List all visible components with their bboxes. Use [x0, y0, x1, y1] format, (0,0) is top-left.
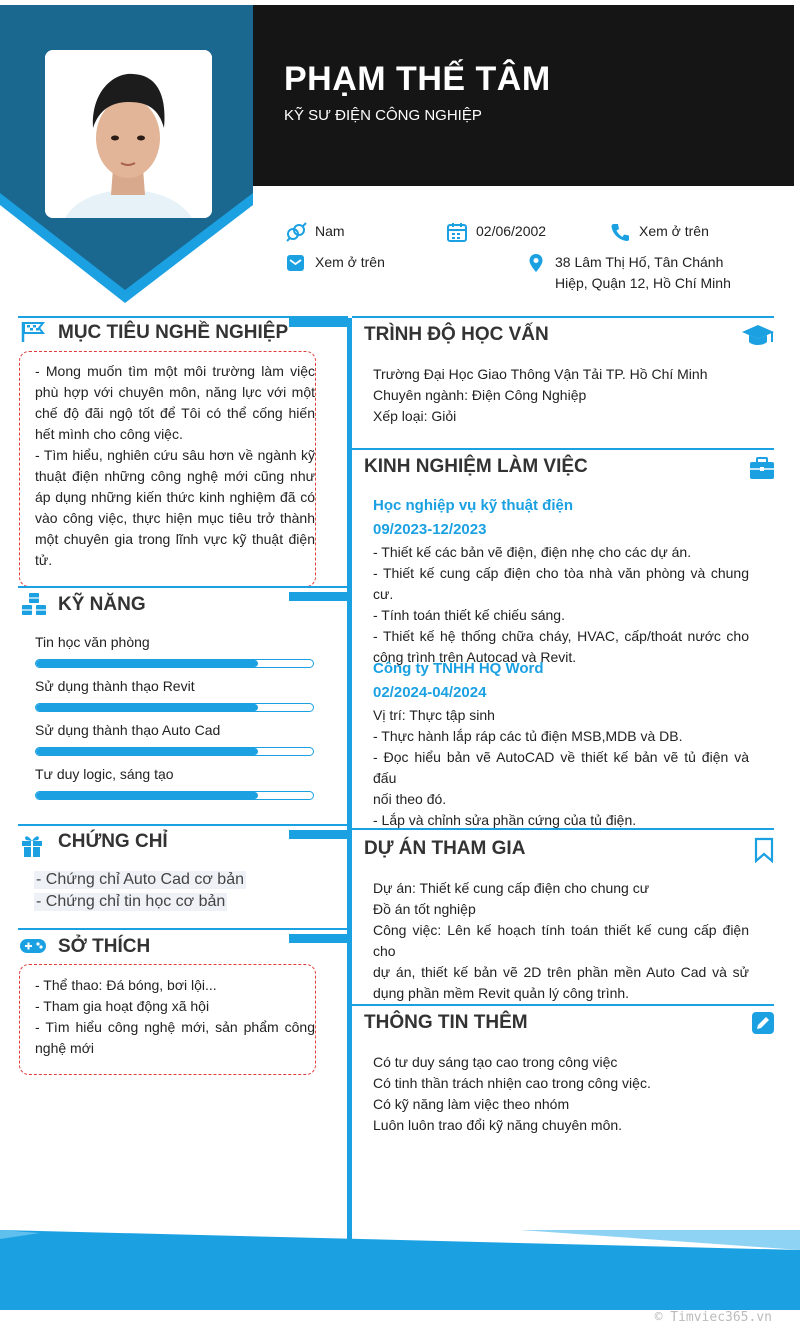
hobby-line: nghệ mới	[35, 1040, 94, 1056]
skill-label: Sử dụng thành thạo Auto Cad	[35, 722, 221, 738]
contact-address	[525, 252, 731, 294]
pencil-icon	[751, 1011, 775, 1040]
job-line: - Thiết kế các bản vẽ điện, điện nhẹ cho các dự án.	[373, 544, 692, 560]
experience-title: KINH NGHIỆM LÀM VIỆC	[364, 456, 588, 477]
copyright: © Timviec365.vn	[654, 1310, 772, 1325]
certificate-item: - Chứng chỉ tin học cơ bản	[36, 893, 226, 910]
phone-icon	[609, 221, 631, 242]
job-company: Công ty TNHH HQ Word	[373, 660, 544, 677]
skill-bar	[35, 791, 314, 800]
job-period: 09/2023-12/2023	[373, 521, 487, 538]
job-line: công trình trên Autocad và Revit.	[373, 649, 577, 665]
additional-line: Có kỹ năng làm việc theo nhóm	[373, 1096, 570, 1112]
job-company: Học nghiệp vụ kỹ thuật điện	[373, 497, 574, 514]
certificates-title: CHỨNG CHỈ	[58, 831, 168, 852]
skill-bar	[35, 703, 314, 712]
objective-title: MỤC TIÊU NGHỀ NGHIỆP	[58, 322, 289, 343]
project-line: Công việc: Lên kế hoạch tính toán thiết kế cung cấp điện cho	[373, 922, 749, 959]
additional-top-rule	[352, 1004, 774, 1006]
birthday-value: 02/06/2002	[476, 223, 547, 239]
objective-line: phù hợp với chuyên môn, năng lực với một	[35, 384, 315, 400]
skill-bar-fill	[36, 704, 258, 711]
project-line: Dự án: Thiết kế cung cấp điện cho chung cư	[373, 880, 650, 896]
education-line: Trường Đại Học Giao Thông Vận Tải TP. Hồ Chí Minh	[373, 366, 708, 382]
skill-bar-fill	[36, 660, 258, 667]
job-line: - Thực hành lắp ráp các tủ điện MSB,MDB và DB.	[373, 728, 683, 744]
additional-details	[373, 1052, 749, 1136]
projects-title: DỰ ÁN THAM GIA	[364, 838, 526, 859]
bookmark-icon	[753, 837, 775, 868]
project-line: dự án, thiết kế bản vẽ 2D trên phần mền Auto Cad và sử	[373, 964, 749, 980]
candidate-job-title: KỸ SƯ ĐIỆN CÔNG NGHIỆP	[284, 107, 482, 124]
skill-label: Tin học văn phòng	[35, 634, 150, 650]
objective-rule-tab	[289, 318, 347, 327]
additional-line: Có tinh thần trách nhiện cao trong công việc.	[373, 1075, 651, 1091]
skills-rule-tab	[289, 592, 347, 601]
contact-email	[285, 252, 385, 273]
education-top-rule	[352, 316, 774, 318]
experience-job	[373, 657, 749, 831]
objective-line: chế độ đãi ngộ tốt để Tôi có thể cống hiến	[35, 405, 315, 421]
education-title: TRÌNH ĐỘ HỌC VẤN	[364, 324, 549, 345]
skills-title: KỸ NĂNG	[58, 594, 146, 615]
additional-title: THÔNG TIN THÊM	[364, 1012, 528, 1033]
cubes-icon	[20, 592, 48, 623]
objective-line: - Tìm hiểu, nghiên cứu sâu hơn về ngành kỹ	[35, 447, 315, 463]
email-icon	[285, 252, 307, 273]
address-line-1: 38 Lâm Thị Hố, Tân Chánh	[555, 254, 724, 270]
calendar-icon	[446, 221, 468, 242]
objective-line: thuật điện những công nghệ mới cũng như	[35, 468, 315, 484]
gamepad-icon	[19, 936, 47, 961]
hobbies-title: SỞ THÍCH	[58, 936, 151, 957]
project-line: dụng phần mềm Revit quản lý công trình.	[373, 985, 630, 1001]
additional-line: Có tư duy sáng tạo cao trong công việc	[373, 1054, 618, 1070]
additional-line: Luôn luôn trao đổi kỹ năng chuyên môn.	[373, 1117, 623, 1133]
hobby-line: - Tham gia hoạt động xã hội	[35, 998, 210, 1014]
certificates-rule-tab	[289, 830, 347, 839]
objective-line: vào công việc, thực hiện mục tiêu trở thành	[35, 510, 315, 526]
hobby-line: - Tìm hiểu công nghệ mới, sản phẩm công	[35, 1019, 315, 1035]
job-line: - Thiết kế cung cấp điện cho tòa nhà văn phòng và chung cư.	[373, 565, 749, 602]
hobbies-top-rule	[18, 928, 348, 930]
experience-top-rule	[352, 448, 774, 450]
certificates-top-rule	[18, 824, 348, 826]
objective-text	[35, 361, 315, 571]
briefcase-icon	[749, 456, 775, 485]
job-line: - Thiết kế hệ thống chữa cháy, HVAC, cấp/thoát nước cho	[373, 628, 749, 644]
email-value: Xem ở trên	[315, 254, 385, 270]
location-pin-icon	[525, 252, 547, 273]
job-line: nối theo đó.	[373, 791, 447, 807]
avatar	[45, 50, 212, 218]
education-line: Xếp loại: Giỏi	[373, 408, 457, 424]
projects-top-rule	[352, 828, 774, 830]
phone-value: Xem ở trên	[639, 223, 709, 239]
hobby-line: - Thể thao: Đá bóng, bơi lội...	[35, 977, 217, 993]
skill-bar	[35, 747, 314, 756]
contact-gender	[285, 221, 345, 242]
experience-job	[373, 494, 749, 668]
contact-birthday	[446, 221, 546, 242]
skill-label: Sử dụng thành thạo Revit	[35, 678, 195, 694]
gender-icon	[285, 221, 307, 242]
candidate-name: PHẠM THẾ TÂM	[284, 60, 551, 98]
education-line: Chuyên ngành: Điện Công Nghiệp	[373, 387, 587, 403]
certificate-item: - Chứng chỉ Auto Cad cơ bản	[36, 871, 244, 888]
job-period: 02/2024-04/2024	[373, 684, 487, 701]
objective-line: tử.	[35, 552, 53, 568]
footer-wave	[0, 1225, 800, 1310]
center-divider	[347, 318, 352, 1245]
hobbies-rule-tab	[289, 934, 347, 943]
skill-label: Tư duy logic, sáng tạo	[35, 766, 174, 782]
skill-bar-fill	[36, 792, 258, 799]
projects-details	[373, 878, 749, 1004]
objective-line: hết mình cho công việc.	[35, 426, 183, 442]
flag-icon	[20, 321, 46, 348]
project-line: Đồ án tốt nghiệp	[373, 901, 476, 917]
job-line: Vị trí: Thực tập sinh	[373, 707, 495, 723]
skill-bar	[35, 659, 314, 668]
contact-phone	[609, 221, 709, 242]
job-line: - Đọc hiểu bản vẽ AutoCAD về thiết kế bản vẽ tủ điện và đấu	[373, 749, 749, 786]
objective-line: một chuyên gia trong lĩnh vực kỹ thuật điện	[35, 531, 315, 547]
job-line: - Lắp và chỉnh sửa phần cứng của tủ điện.	[373, 812, 637, 828]
hobbies-text	[35, 975, 315, 1059]
address-line-2: Hiệp, Quận 12, Hồ Chí Minh	[555, 275, 731, 291]
skill-bar-fill	[36, 748, 258, 755]
skills-top-rule	[18, 586, 348, 588]
objective-line: - Mong muốn tìm một môi trường làm việc	[35, 363, 315, 379]
graduation-cap-icon	[741, 322, 775, 355]
objective-line: áp dụng những kiến thức kinh nghiệm đã có	[35, 489, 315, 505]
job-line: - Tính toán thiết kế chiếu sáng.	[373, 607, 565, 623]
education-details	[373, 364, 749, 427]
gift-icon	[20, 832, 44, 863]
gender-value: Nam	[315, 223, 345, 239]
